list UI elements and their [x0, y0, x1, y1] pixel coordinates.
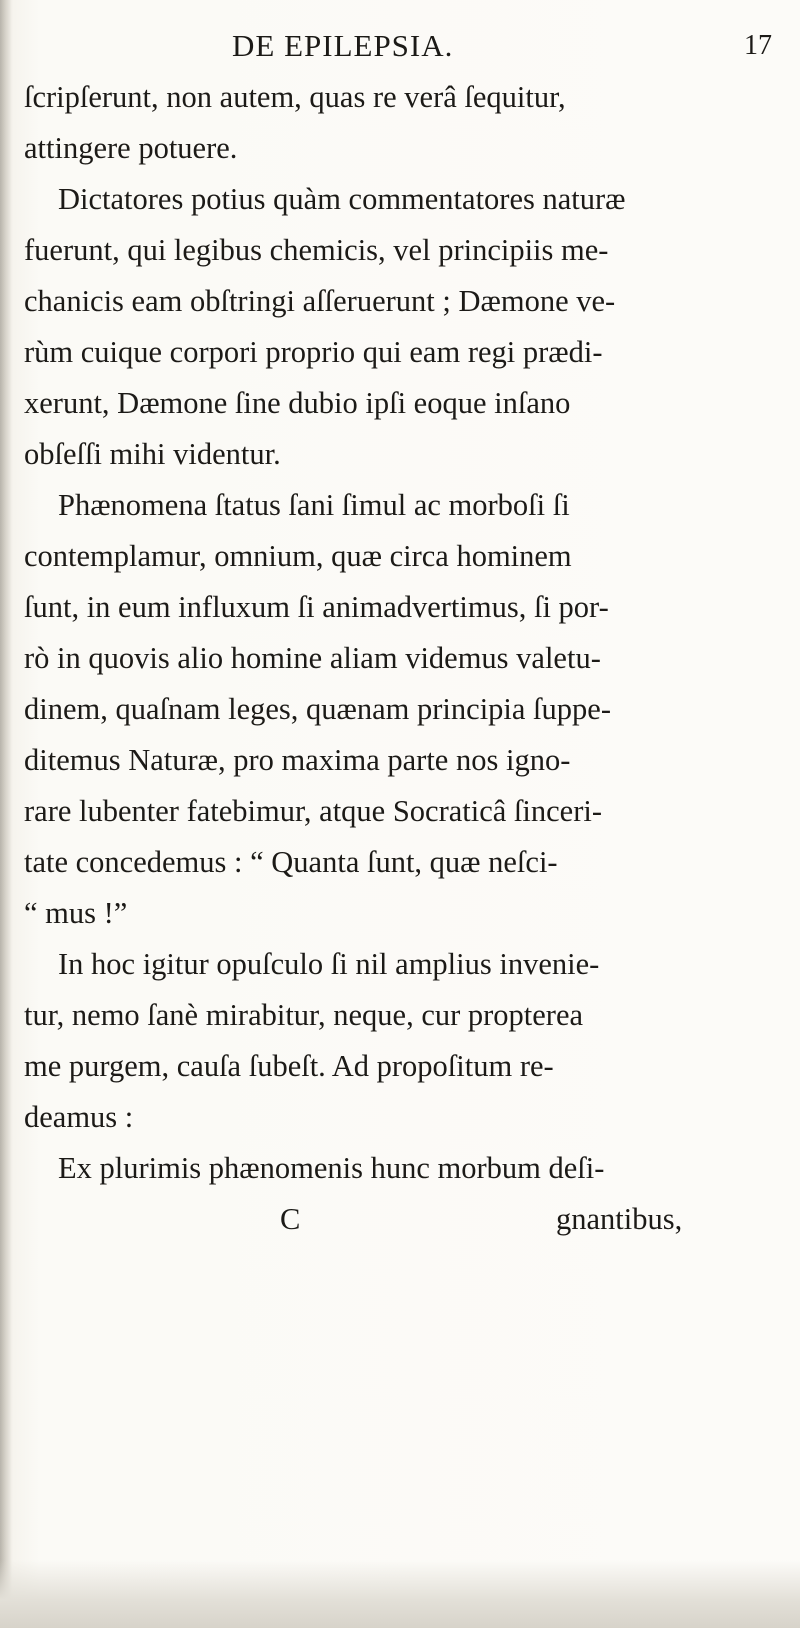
text-line: Dictatores potius quàm commentatores naturæ — [58, 182, 626, 216]
text-line: contemplamur, omnium, quæ circa hominem — [24, 539, 572, 573]
text-line: rùm cuique corpori proprio qui eam regi prædi- — [24, 335, 603, 369]
text-line: me purgem, cauſa ſubeſt. Ad propoſitum re- — [24, 1049, 554, 1083]
text-line: chanicis eam obſtringi aſſeruerunt ; Dæmone ve- — [24, 284, 616, 318]
running-head-title: DE EPILEPSIA. — [232, 28, 454, 63]
gutter-shadow — [0, 0, 12, 1628]
text-line: fuerunt, qui legibus chemicis, vel principiis me- — [24, 233, 609, 267]
running-head — [0, 24, 800, 68]
text-line: deamus : — [24, 1100, 134, 1134]
text-line: Ex plurimis phænomenis hunc morbum deſi- — [58, 1151, 605, 1185]
text-line: Phænomena ſtatus ſani ſimul ac morboſi ſi — [58, 488, 570, 522]
text-line: obſeſſi mihi videntur. — [24, 437, 281, 471]
text-line: “ mus !” — [24, 896, 128, 930]
page-number: 17 — [744, 30, 772, 61]
text-line: attingere potuere. — [24, 131, 238, 165]
text-line: rò in quovis alio homine aliam videmus valetu- — [24, 641, 601, 675]
text-line: dinem, quaſnam leges, quænam principia ſuppe- — [24, 692, 611, 726]
text-line: tur, nemo ſanè mirabitur, neque, cur propterea — [24, 998, 584, 1032]
text-line: ſcripſerunt, non autem, quas re verâ ſequitur, — [24, 80, 566, 114]
bottom-edge-shadow — [0, 1560, 800, 1628]
catchword: gnantibus, — [556, 1202, 683, 1236]
signature-mark: C — [280, 1202, 301, 1236]
text-line: xerunt, Dæmone ſine dubio ipſi eoque inſano — [24, 386, 571, 420]
text-line: tate concedemus : “ Quanta ſunt, quæ neſci- — [24, 845, 558, 879]
text-line: ſunt, in eum influxum ſi animadvertimus, ſi por- — [24, 590, 609, 624]
text-line: ditemus Naturæ, pro maxima parte nos igno- — [24, 743, 571, 777]
text-line: In hoc igitur opuſculo ſi nil amplius invenie- — [58, 947, 600, 981]
text-line: rare lubenter fatebimur, atque Socraticâ ſinceri- — [24, 794, 602, 828]
